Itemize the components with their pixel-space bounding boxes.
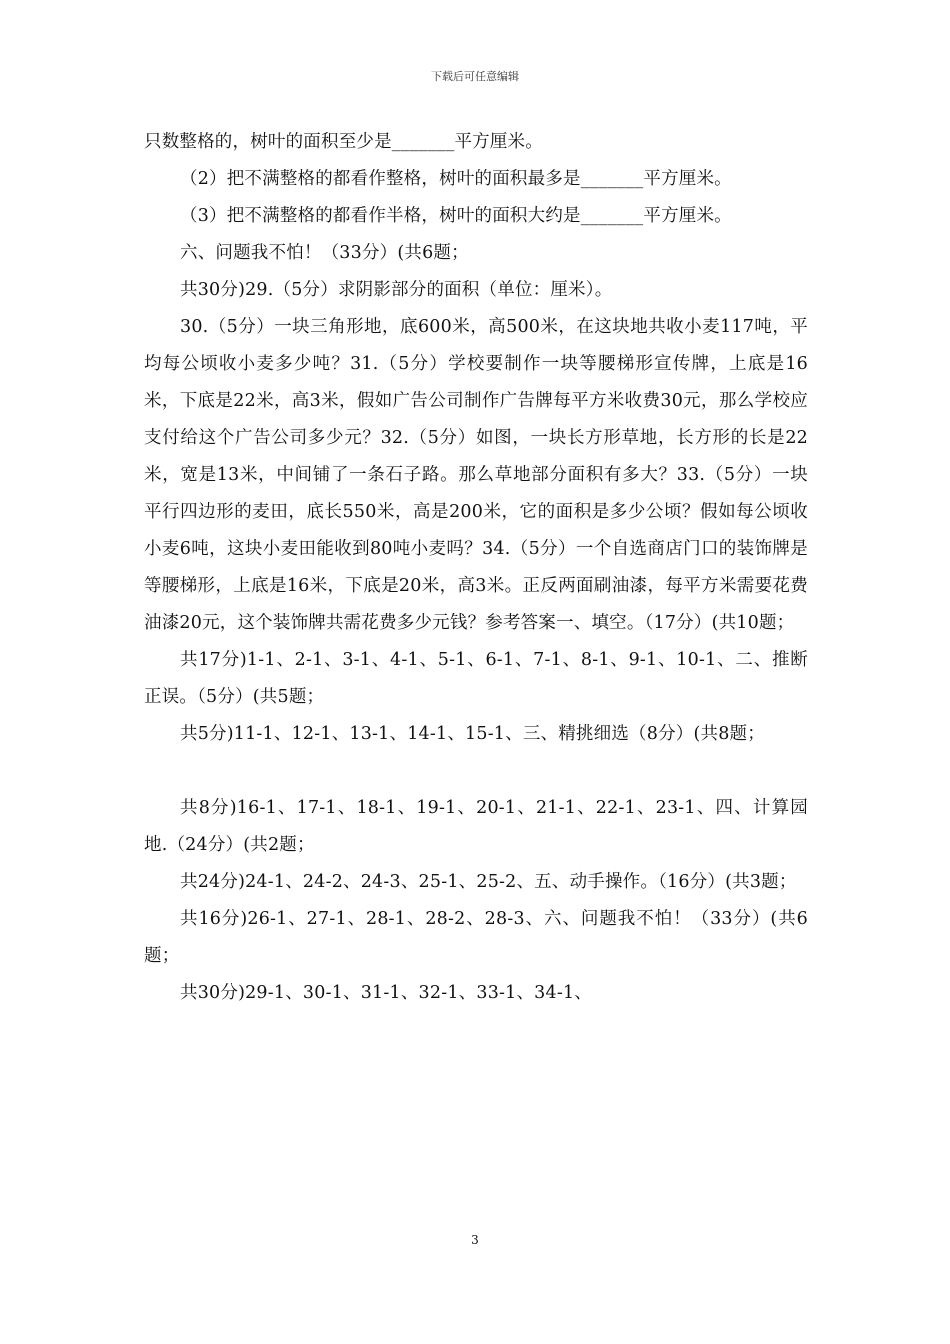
paragraph-leaf-area-min: 只数整格的，树叶的面积至少是_______平方厘米。 (144, 132, 543, 152)
page-number: 3 (471, 1233, 479, 1247)
answer-key-section-1: 共17分)1-1、2-1、3-1、4-1、5-1、6-1、7-1、8-1、9-1、10-1、二、推断正误。（5分）(共5题； (144, 650, 808, 707)
paragraph-leaf-area-max: （2）把不满整格的都看作整格，树叶的面积最多是_______平方厘米。 (180, 169, 732, 189)
section-heading-problems: 六、问题我不怕！（33分）(共6题； (180, 243, 469, 263)
answer-key-section-2: 共5分)11-1、12-1、13-1、14-1、15-1、三、精挑细选（8分）(共8题； (180, 724, 765, 744)
questions-30-to-34: 30.（5分）一块三角形地，底600米，高500米，在这块地共收小麦117吨，平均每公顷收小麦多少吨？31.（5分）学校要制作一块等腰梯形宣传牌，上底是16米，下底是22米，高3米，假如广告公司制作广告牌每平方米收费30元，那么学校应支付给这个广告公司多少元？32.（5分）如图，一块长方形草地，长方形的长是22米，宽是13米，中间铺了一条石子路。那么草地部分面积有多大？33.（5分）一块平行四边形的麦田，底长550米，高是200米，它的面积是多少公顷？假如每公顷收小麦6吨，这块小麦田能收到80吨小麦吗？34.（5分）一个自选商店门口的装饰牌是等腰梯形，上底是16米，下底是20米，高3米。正反两面刷油漆，每平方米需要花费油漆20元，这个装饰牌共需花费多少元钱？参考答案一、填空。（17分）(共10题； (144, 317, 808, 633)
paragraph-leaf-area-approx: （3）把不满整格的都看作半格，树叶的面积大约是_______平方厘米。 (180, 206, 732, 226)
answer-key-section-3: 共8分)16-1、17-1、18-1、19-1、20-1、21-1、22-1、23-1、四、计算园地.（24分）(共2题； (144, 798, 808, 855)
answer-key-section-5: 共16分)26-1、27-1、28-1、28-2、28-3、六、问题我不怕！（33分）(共6题； (144, 909, 808, 966)
document-body (144, 124, 808, 1012)
question-29: 共30分)29.（5分）求阴影部分的面积（单位：厘米）。 (180, 280, 613, 300)
answer-key-section-6: 共30分)29-1、30-1、31-1、32-1、33-1、34-1、 (180, 983, 592, 1003)
page-header: 下载后可任意编辑 (431, 70, 519, 83)
answer-key-section-4: 共24分)24-1、24-2、24-3、25-1、25-2、五、动手操作。（16分）(共3题； (180, 872, 797, 892)
